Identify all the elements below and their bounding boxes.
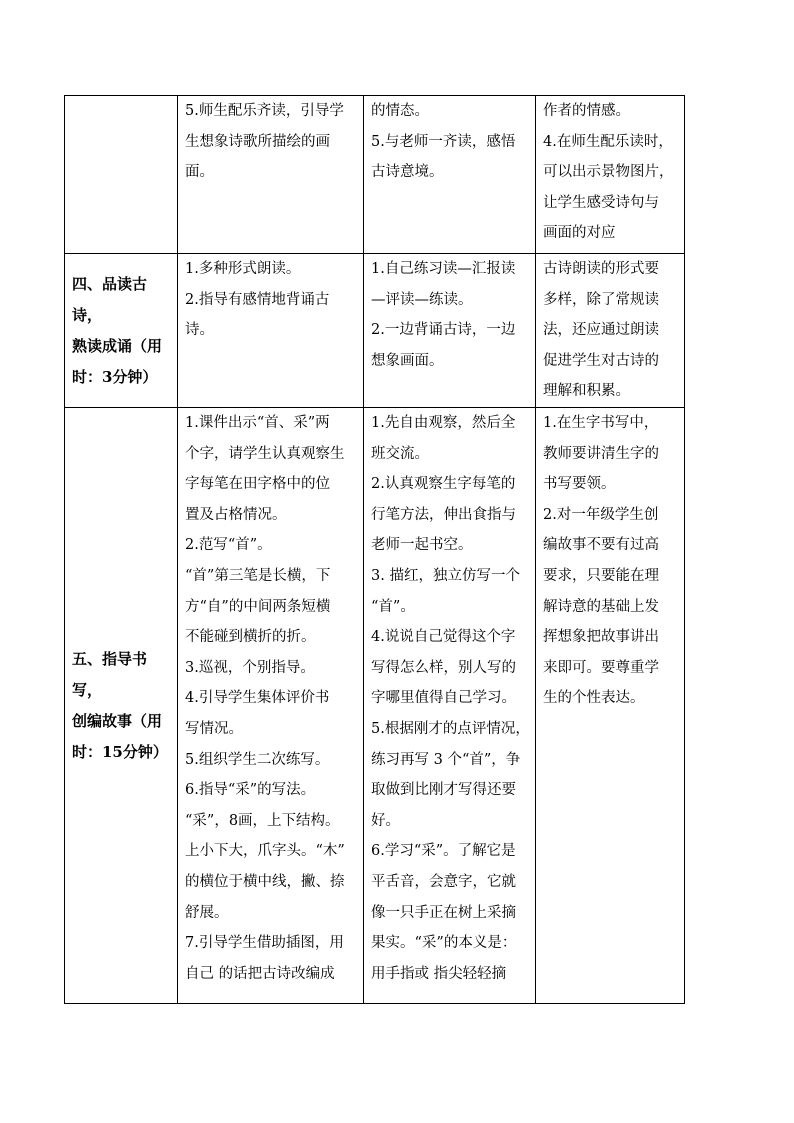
step-line: 五、指导书写， [72, 649, 148, 699]
design-intent-line: 可以出示景物图片， [543, 164, 674, 181]
student-activity-line: 取做到比刚才写得还要 [371, 782, 516, 799]
design-intent-line: 作者的情感。 [543, 103, 630, 119]
step-line: 创编故事（用 [72, 711, 163, 730]
student-activity-line: 班交流。 [371, 445, 429, 462]
table-row [65, 96, 685, 254]
teacher-activity-line: 6.指导“采”的写法。 [185, 782, 316, 799]
student-activity-line: 4.说说自己觉得这个字 [371, 629, 516, 646]
teacher-activity-line: 5.师生配乐齐读，引导学 [185, 103, 344, 119]
step-line: 熟读成诵（用 [72, 336, 163, 355]
design-intent-cell [536, 254, 685, 408]
student-activity-line: 果实。“采”的本义是： [371, 935, 517, 952]
student-activity-line: 用手指或 指尖轻轻摘 [371, 965, 507, 982]
teacher-activity-line: 2.指导有感情地背诵古 [185, 291, 330, 308]
student-activity-line: 好。 [371, 812, 400, 829]
teacher-activity-line: 2.范写“首”。 [185, 537, 272, 554]
student-activity-line: 5.根据刚才的点评情况， [371, 720, 530, 737]
teacher-activity-line: 1.课件出示“首、采”两 [185, 415, 330, 431]
design-intent-line: 法，还应通过朗读 [543, 322, 659, 339]
design-intent-line: 4.在师生配乐读时， [543, 133, 673, 150]
student-activity-line: 老师一起书空。 [371, 537, 473, 554]
teacher-activity-line: 舒展。 [185, 904, 229, 921]
student-activity-line: —评读—练读。 [371, 291, 473, 308]
student-activity-line: 像一只手正在树上采摘 [371, 904, 516, 921]
student-activity-line: 3. 描红，独立仿写一个 [371, 567, 520, 584]
student-activity-line: 行笔方法，伸出食指与 [371, 506, 516, 523]
design-intent-line: 多样，除了常规读 [543, 291, 659, 308]
teacher-activity-line: 面。 [185, 164, 214, 181]
student-activity-line: 平舌音，会意字，它就 [371, 873, 516, 890]
student-activity-line: 的情态。 [371, 103, 429, 119]
teacher-activity-line: 不能碰到横折的折。 [185, 629, 316, 646]
student-activity-line: 5.与老师一齐读，感悟 [371, 133, 516, 150]
table-row [65, 408, 685, 1004]
teacher-activity-cell [178, 96, 364, 254]
student-activity-cell [364, 408, 536, 1004]
teacher-activity-line: 字每笔在田字格中的位 [185, 476, 330, 493]
design-intent-line: 编故事不要有过高 [543, 537, 659, 554]
lesson-plan-table [64, 95, 685, 1004]
design-intent-line: 1.在生字书写中， [543, 415, 659, 431]
step-cell [65, 96, 178, 254]
teacher-activity-line: 上小下大，爪字头。“木” [185, 843, 345, 860]
teacher-activity-line: 7.引导学生借助插图，用 [185, 935, 344, 952]
teacher-activity-line: 诗。 [185, 322, 214, 339]
teacher-activity-line: 自己 的话把古诗改编成 [185, 965, 335, 982]
student-activity-line: 练习再写 3 个“首”，争 [371, 751, 521, 768]
student-activity-line: 写得怎么样，别人写的 [371, 659, 516, 676]
design-intent-line: 要求，只要能在理 [543, 567, 659, 584]
design-intent-line: 解诗意的基础上发 [543, 598, 659, 615]
step-cell [65, 408, 178, 1004]
step-line: 时：3分钟） [72, 367, 158, 386]
design-intent-line: 2.对一年级学生创 [543, 506, 659, 523]
student-activity-cell [364, 254, 536, 408]
design-intent-cell [536, 96, 685, 254]
teacher-activity-line: “首”第三笔是长横，下 [185, 567, 331, 584]
student-activity-line: 古诗意境。 [371, 164, 444, 181]
design-intent-line: 画面的对应 [543, 225, 616, 242]
student-activity-line: 2.认真观察生字每笔的 [371, 476, 516, 493]
teacher-activity-line: “采”，8画，上下结构。 [185, 812, 340, 829]
step-line: 四、品读古诗， [72, 274, 148, 324]
teacher-activity-cell [178, 254, 364, 408]
design-intent-cell [536, 408, 685, 1004]
teacher-activity-cell [178, 408, 364, 1004]
teacher-activity-line: 3.巡视，个别指导。 [185, 659, 315, 676]
design-intent-line: 来即可。要尊重学 [543, 659, 659, 676]
teacher-activity-line: 5.组织学生二次练写。 [185, 751, 330, 768]
student-activity-line: 1.自己练习读—汇报读 [371, 261, 516, 277]
student-activity-line: 1.先自由观察，然后全 [371, 415, 516, 431]
student-activity-line: 6.学习“采”。了解它是 [371, 843, 516, 860]
table-row [65, 254, 685, 408]
teacher-activity-line: 4.引导学生集体评价书 [185, 690, 330, 707]
design-intent-line: 挥想象把故事讲出 [543, 629, 659, 646]
teacher-activity-line: 个字，请学生认真观察生 [185, 445, 345, 462]
step-cell [65, 254, 178, 408]
design-intent-line: 书写要领。 [543, 476, 616, 493]
design-intent-line: 教师要讲清生字的 [543, 445, 659, 462]
design-intent-line: 生的个性表达。 [543, 690, 645, 707]
design-intent-line: 理解和积累。 [543, 383, 630, 400]
teacher-activity-line: 1.多种形式朗读。 [185, 261, 301, 277]
design-intent-line: 让学生感受诗句与 [543, 194, 659, 211]
design-intent-line: 古诗朗读的形式要 [543, 261, 659, 277]
teacher-activity-line: 生想象诗歌所描绘的画 [185, 133, 330, 150]
teacher-activity-line: 方“自”的中间两条短横 [185, 598, 331, 615]
student-activity-line: 字哪里值得自己学习。 [371, 690, 516, 707]
teacher-activity-line: 置及占格情况。 [185, 506, 287, 523]
student-activity-cell [364, 96, 536, 254]
teacher-activity-line: 写情况。 [185, 720, 243, 737]
teacher-activity-line: 的横位于横中线，撇、捺 [185, 873, 345, 890]
student-activity-line: 想象画面。 [371, 352, 444, 369]
student-activity-line: “首”。 [371, 598, 415, 615]
step-line: 时：15分钟） [72, 742, 168, 761]
student-activity-line: 2.一边背诵古诗，一边 [371, 322, 516, 339]
design-intent-line: 促进学生对古诗的 [543, 352, 659, 369]
